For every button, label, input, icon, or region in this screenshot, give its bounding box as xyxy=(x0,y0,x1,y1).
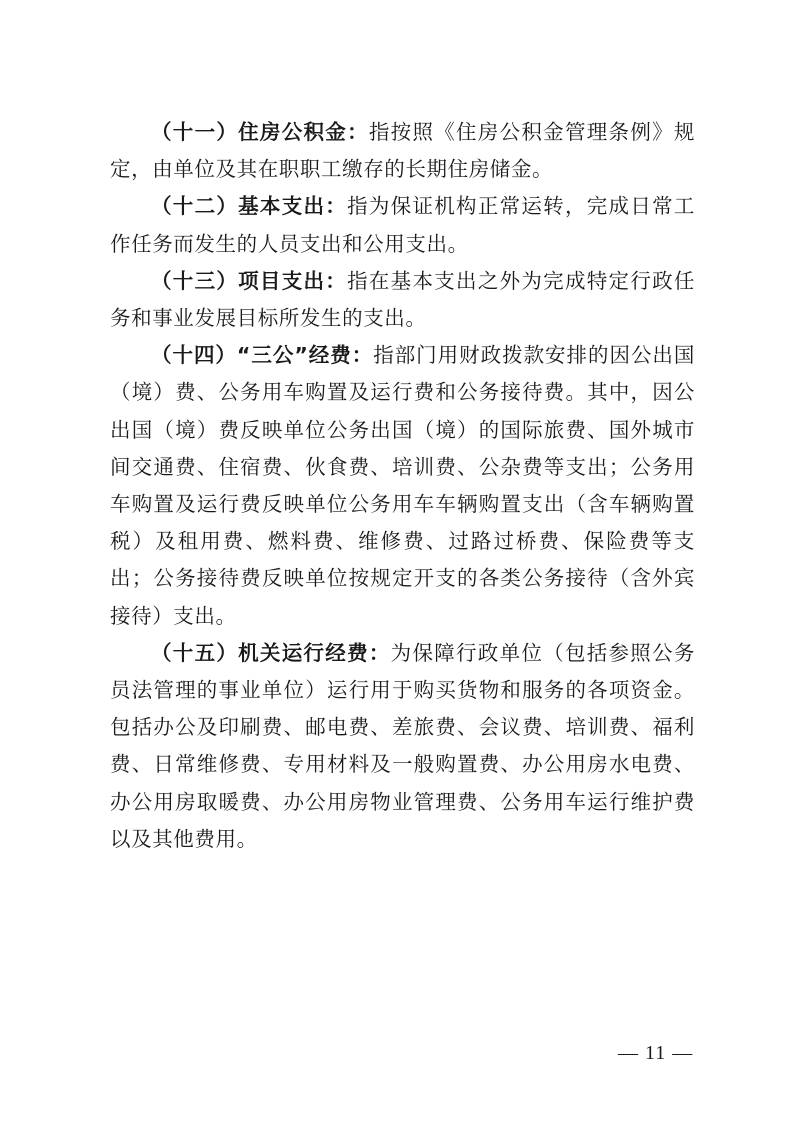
term-project-expenditure: （十三）项目支出： xyxy=(151,268,348,293)
document-body xyxy=(110,114,695,858)
definition-project-expenditure: 指在基本支出之外为完成特定行政任务和事业发展目标所发生的支出。 xyxy=(110,268,695,331)
page-number: — 11 — xyxy=(618,1042,694,1064)
definition-operating-expenses: 为保障行政单位（包括参照公务员法管理的事业单位）运行用于购买货物和服务的各项资金。包括办公及印刷费、邮电费、差旅费、会议费、培训费、福利费、日常维修费、专用材料及一般购置费、办公用房水电费、办公用房取暖费、办公用房物业管理费、公务用车运行维护费以及其他费用。 xyxy=(110,640,695,851)
term-three-public-expenses: （十四）“三公”经费： xyxy=(151,343,374,368)
term-housing-fund: （十一）住房公积金： xyxy=(151,120,369,144)
definition-housing-fund: 指按照《住房公积金管理条例》规定，由单位及其在职职工缴存的长期住房储金。 xyxy=(110,120,695,182)
definition-basic-expenditure: 指为保证机构正常运转，完成日常工作任务而发生的人员支出和公用支出。 xyxy=(110,194,695,256)
term-basic-expenditure: （十二）基本支出： xyxy=(151,194,348,219)
paragraph-project-expenditure xyxy=(110,263,695,337)
term-operating-expenses: （十五）机关运行经费： xyxy=(151,640,391,665)
paragraph-operating-expenses xyxy=(110,635,695,858)
paragraph-basic-expenditure xyxy=(110,188,695,262)
paragraph-three-public-expenses xyxy=(110,337,695,635)
paragraph-housing-fund xyxy=(110,114,695,188)
definition-three-public-expenses: 指部门用财政拨款安排的因公出国（境）费、公务用车购置及运行费和公务接待费。其中，因公出国（境）费反映单位公务出国（境）的国际旅费、国外城市间交通费、住宿费、伙食费、培训费、公杂费等支出；公务用车购置及运行费反映单位公务用车车辆购置支出（含车辆购置税）及租用费、燃料费、维修费、过路过桥费、保险费等支出；公务接待费反映单位按规定开支的各类公务接待（含外宾接待）支出。 xyxy=(110,343,696,628)
